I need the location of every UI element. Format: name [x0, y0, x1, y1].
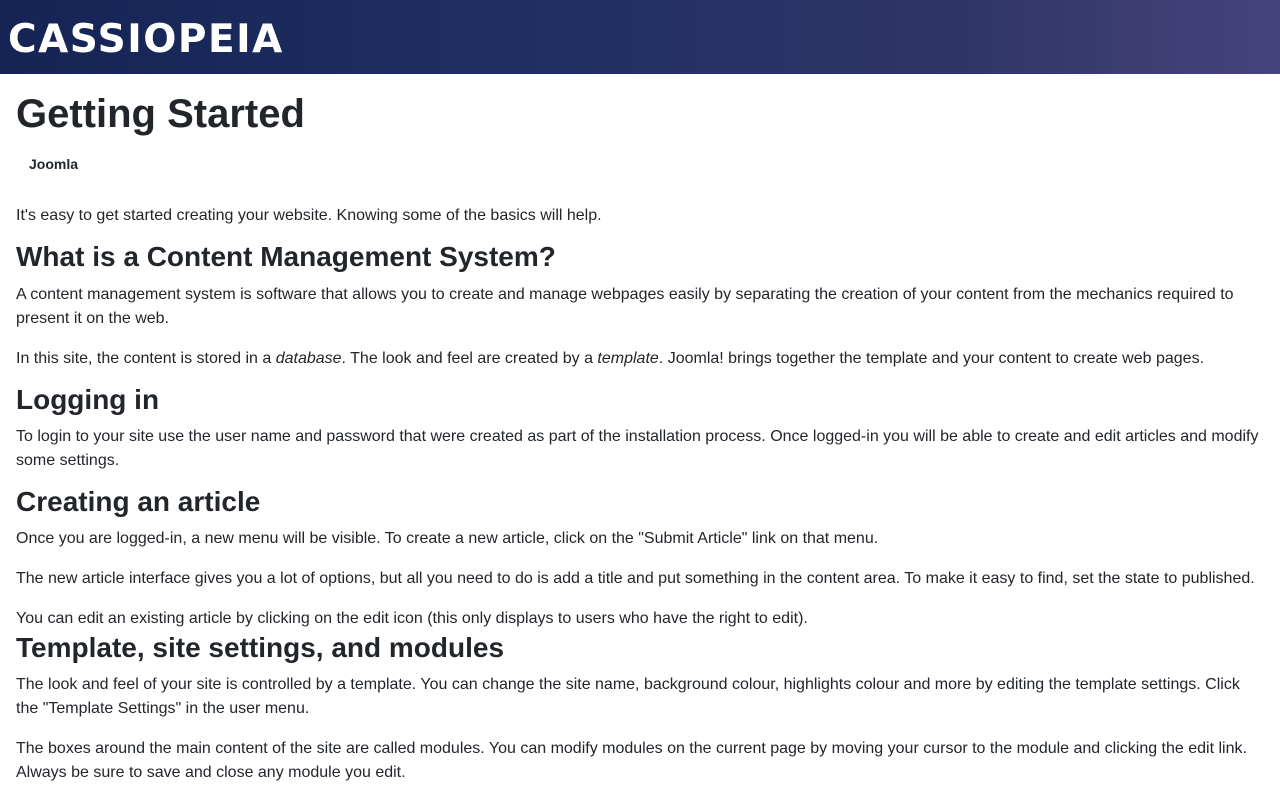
database-emphasis: database: [275, 350, 342, 367]
section-heading-cms: What is a Content Management System?: [16, 241, 556, 272]
section-heading-template: Template, site settings, and modules: [16, 632, 505, 663]
article-paragraph-3: You can edit an existing article by clicking on the edit icon (this only displays to users who have the right to edit).: [16, 610, 808, 627]
cms-p2-text-a: In this site, the content is stored in a: [16, 350, 276, 367]
article-meta: [16, 156, 1264, 172]
main-content: [0, 74, 1280, 785]
section-heading-article: Creating an article: [16, 486, 261, 517]
cms-p2-text-c: . Joomla! brings together the template and your content to create web pages.: [658, 350, 1205, 367]
template-paragraph-1: The look and feel of your site is controlled by a template. You can change the site name, background colour, highlights colour and more by editing the template settings. Click the "Template Settings" in the user menu.: [16, 676, 1240, 717]
cms-paragraph-1: A content management system is software that allows you to create and manage webpages easily by separating the creation of your content from the mechanics required to present it on the web.: [16, 286, 1234, 327]
site-logo-link[interactable]: CASSIOPEIA: [8, 17, 284, 62]
template-emphasis: template: [597, 350, 659, 367]
article-paragraph-1: Once you are logged-in, a new menu will be visible. To create a new article, click on the "Submit Article" link on that menu.: [16, 530, 879, 547]
template-paragraph-2: The boxes around the main content of the site are called modules. You can modify modules on the current page by moving your cursor to the module and clicking the edit link. Always be sure to save and close any module you edit.: [16, 740, 1247, 781]
page-title: Getting Started: [16, 92, 305, 136]
cms-p2-text-b: . The look and feel are created by a: [341, 350, 598, 367]
login-paragraph: To login to your site use the user name and password that were created as part of the installation process. Once logged-in you will be able to create and edit articles and modify some settings.: [16, 428, 1259, 469]
author-name: Joomla: [29, 156, 79, 172]
site-header: [0, 0, 1280, 74]
intro-paragraph: It's easy to get started creating your website. Knowing some of the basics will help.: [16, 207, 602, 224]
cms-paragraph-2: [16, 347, 1264, 371]
article-paragraph-2: The new article interface gives you a lot of options, but all you need to do is add a title and put something in the content area. To make it easy to find, set the state to published.: [16, 570, 1255, 587]
section-heading-login: Logging in: [16, 384, 160, 415]
